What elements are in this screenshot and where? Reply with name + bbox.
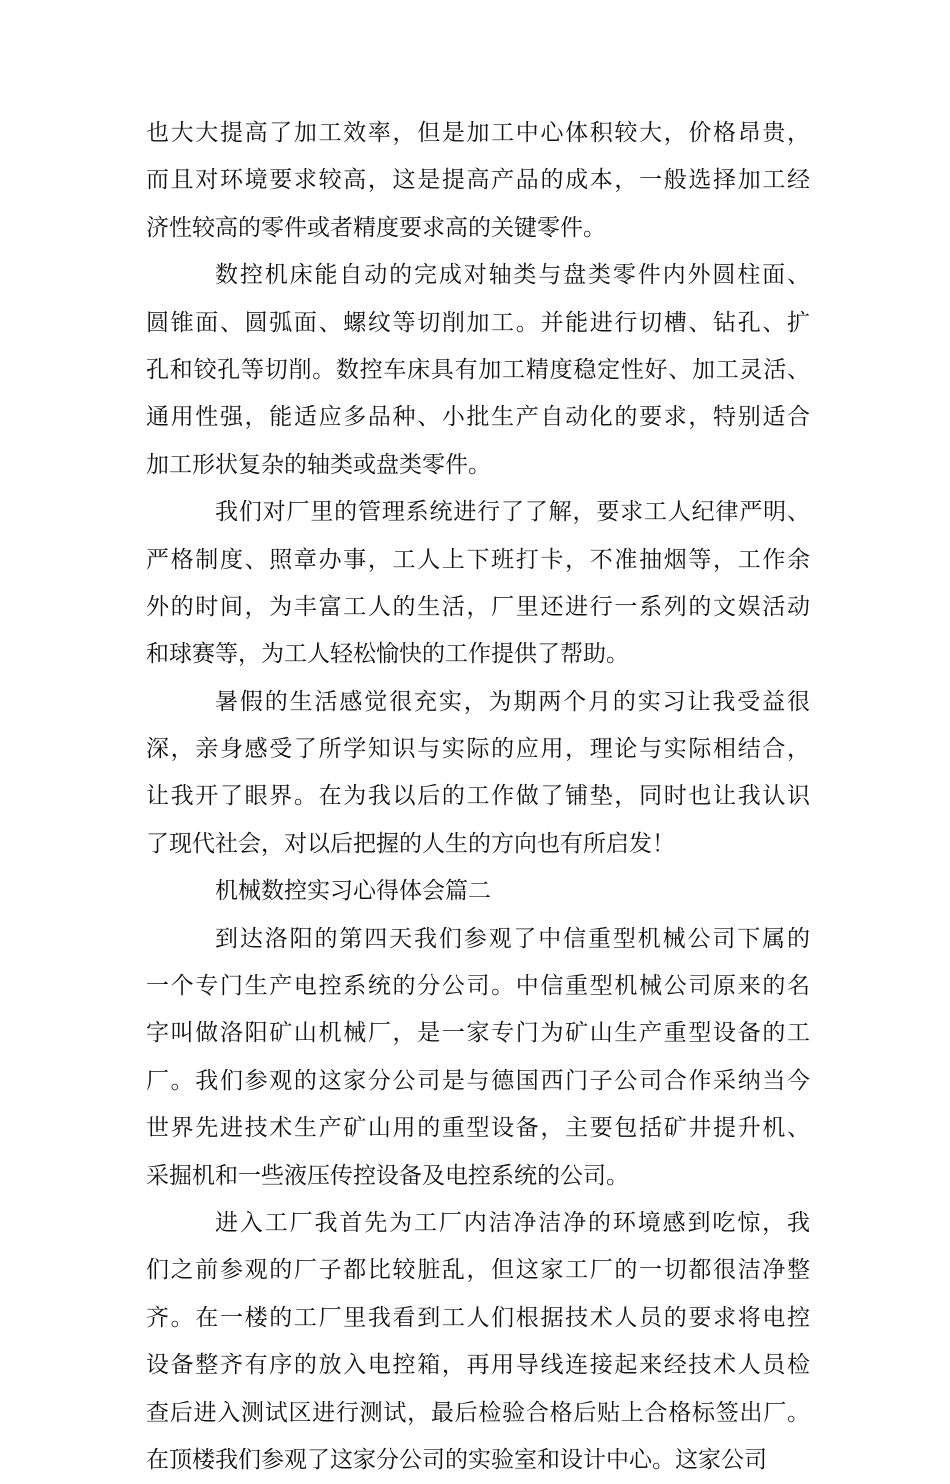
text-line: 深，亲身感受了所学知识与实际的应用，理论与实际相结合， — [146, 736, 810, 763]
text-line: 们之前参观的厂子都比较脏乱，但这家工厂的一切都很洁净整 — [146, 1257, 810, 1284]
paragraph — [146, 916, 810, 1200]
text-line: 齐。在一楼的工厂里我看到工人们根据技术人员的要求将电控 — [146, 1304, 810, 1331]
text-line: 机械数控实习心得体会篇二 — [215, 878, 491, 905]
paragraph — [146, 679, 810, 869]
text-line: 数控机床能自动的完成对轴类与盘类零件内外圆柱面、 — [215, 262, 810, 289]
text-line: 采掘机和一些液压传控设备及电控系统的公司。 — [146, 1162, 629, 1189]
text-line: 我们对厂里的管理系统进行了了解，要求工人纪律严明、 — [215, 499, 810, 526]
text-line: 查后进入测试区进行测试，最后检验合格后贴上合格标签出厂。 — [146, 1399, 810, 1426]
text-line: 设备整齐有序的放入电控箱，再用导线连接起来经技术人员检 — [146, 1352, 810, 1379]
text-line: 孔和铰孔等切削。数控车床具有加工精度稳定性好、加工灵活、 — [146, 356, 810, 383]
document-body — [146, 110, 810, 1484]
text-line: 在顶楼我们参观了这家分公司的实验室和设计中心。这家公司 — [146, 1446, 767, 1473]
text-line: 外的时间，为丰富工人的生活，厂里还进行一系列的文娱活动 — [146, 593, 810, 620]
text-line: 字叫做洛阳矿山机械厂，是一家专门为矿山生产重型设备的工 — [146, 1020, 810, 1047]
text-line: 厂。我们参观的这家分公司是与德国西门子公司合作采纳当今 — [146, 1067, 810, 1094]
text-line: 一个专门生产电控系统的分公司。中信重型机械公司原来的名 — [146, 973, 810, 1000]
text-line: 了现代社会，对以后把握的人生的方向也有所启发！ — [146, 830, 675, 857]
text-line: 也大大提高了加工效率，但是加工中心体积较大，价格昂贵， — [146, 120, 810, 146]
paragraph — [146, 252, 810, 489]
paragraph — [146, 110, 810, 252]
text-line: 严格制度、照章办事，工人上下班打卡，不准抽烟等，工作余 — [146, 546, 810, 573]
text-line: 而且对环境要求较高，这是提高产品的成本，一般选择加工经 — [146, 167, 810, 194]
text-line: 通用性强，能适应多品种、小批生产自动化的要求，特别适合 — [146, 404, 810, 431]
text-line: 和球赛等，为工人轻松愉快的工作提供了帮助。 — [146, 641, 629, 668]
text-line: 加工形状复杂的轴类或盘类零件。 — [146, 451, 491, 478]
text-line: 暑假的生活感觉很充实，为期两个月的实习让我受益很 — [215, 688, 810, 715]
paragraph — [146, 489, 810, 679]
text-line: 圆锥面、圆弧面、螺纹等切削加工。并能进行切槽、钻孔、扩 — [146, 309, 810, 336]
text-line: 济性较高的零件或者精度要求高的关键零件。 — [146, 214, 606, 241]
text-line: 到达洛阳的第四天我们参观了中信重型机械公司下属的 — [215, 925, 810, 952]
text-line: 世界先进技术生产矿山用的重型设备，主要包括矿井提升机、 — [146, 1115, 810, 1142]
paragraph — [146, 1200, 810, 1484]
text-line: 让我开了眼界。在为我以后的工作做了铺垫，同时也让我认识 — [146, 783, 810, 810]
paragraph — [146, 868, 810, 915]
text-line: 进入工厂我首先为工厂内洁净洁净的环境感到吃惊，我 — [215, 1209, 810, 1236]
